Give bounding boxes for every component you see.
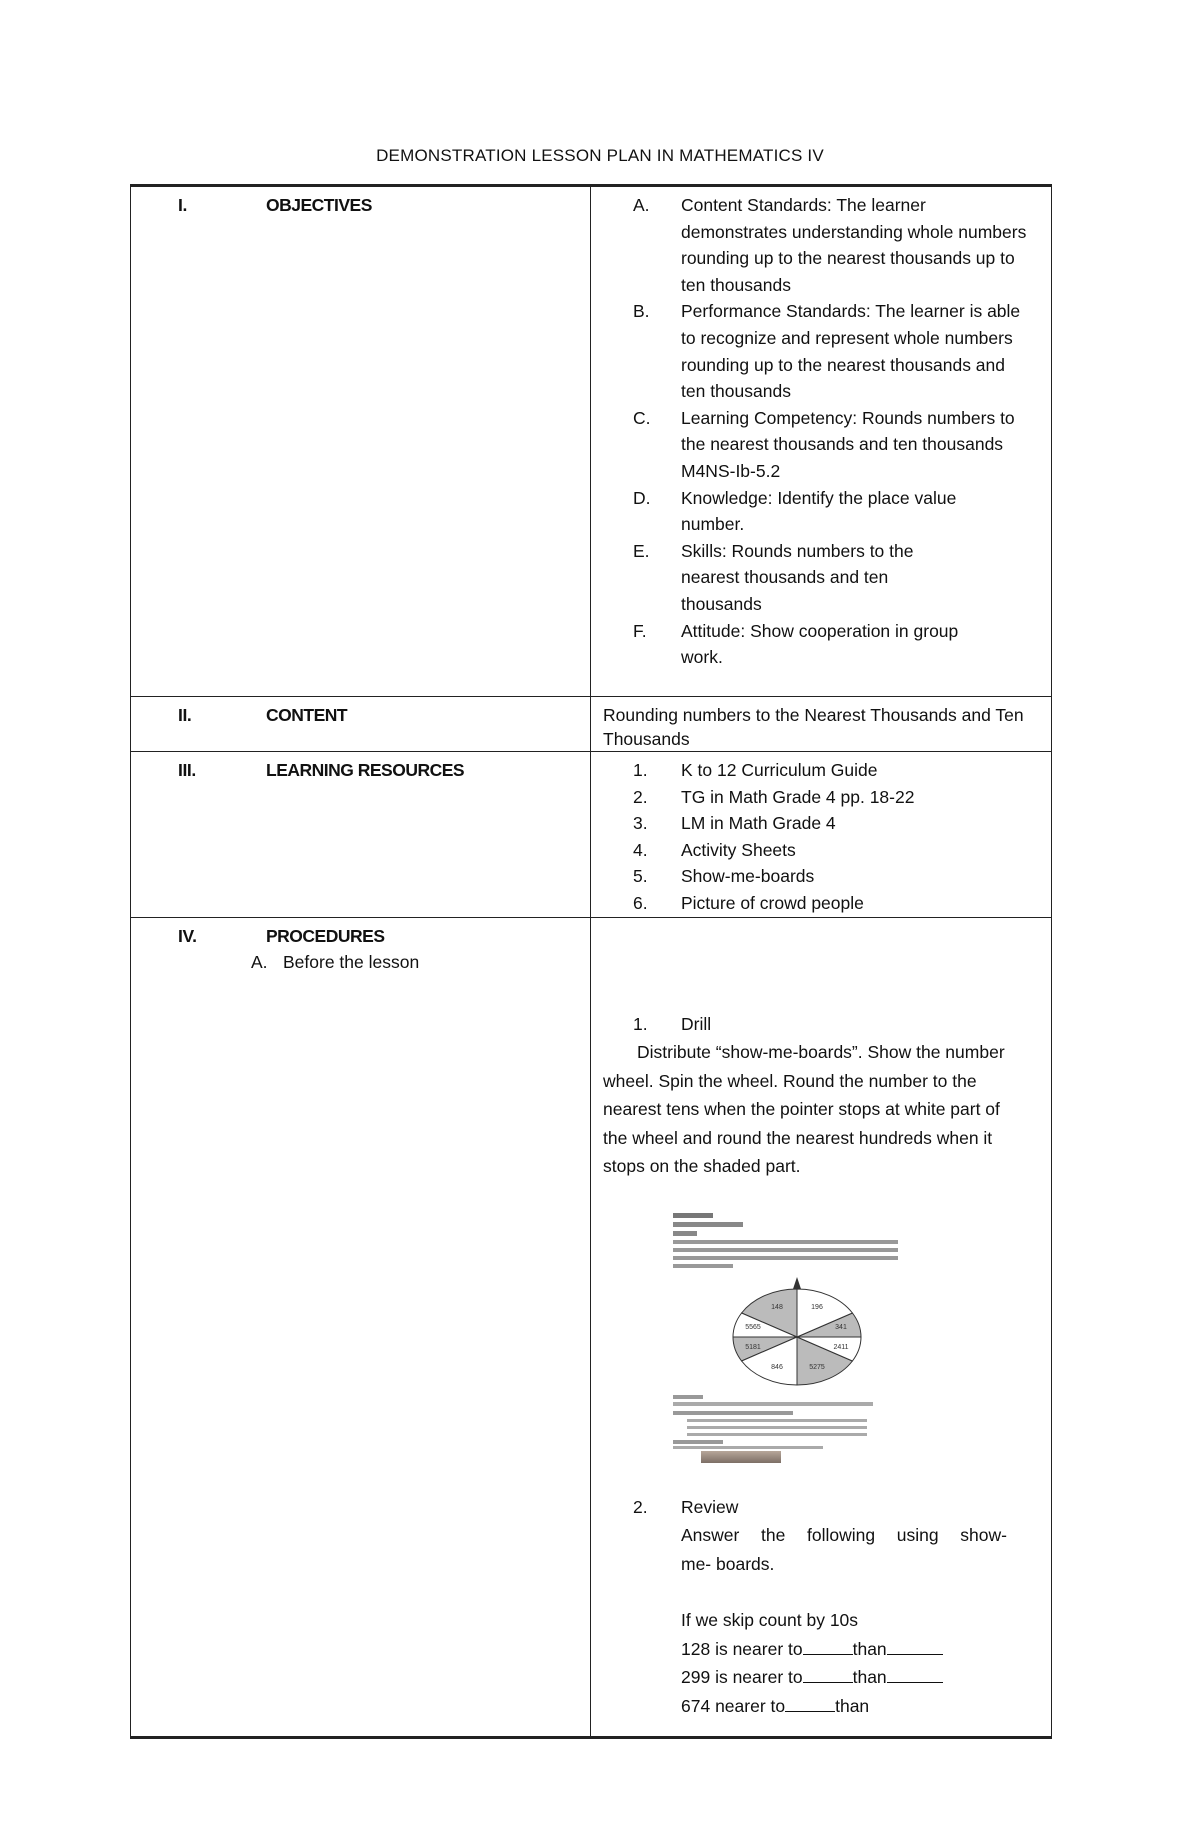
item-marker: 4. [633, 839, 648, 860]
item-text: TG in Math Grade 4 pp. 18-22 [681, 786, 915, 807]
objectives-content-cell [591, 186, 1052, 697]
thumbnail-text-line [673, 1240, 898, 1244]
item-text: Activity Sheets [681, 839, 796, 860]
answer-blank[interactable] [803, 1636, 853, 1655]
resource-item [591, 810, 1051, 837]
crowd-photo-thumbnail [701, 1451, 781, 1463]
drill-heading [591, 1010, 1051, 1039]
drill-label: Drill [681, 1013, 712, 1034]
resource-item [591, 837, 1051, 864]
answer-blank[interactable] [887, 1636, 943, 1655]
drill-text: Distribute “show-me-boards”. Show the number wheel. Spin the wheel. Round the number to the nearest tens when the pointer stops at white part of the wheel and round the nearest hundreds when it stops on the shaded part. [603, 1042, 1005, 1177]
row-content [131, 697, 1052, 752]
thumbnail-text-line [687, 1419, 867, 1422]
thumbnail-text-line [673, 1213, 713, 1218]
number-wheel [671, 1273, 903, 1393]
resources-label-cell [131, 752, 591, 918]
section-number: IV. [178, 925, 197, 946]
item-marker: 1. [633, 760, 648, 780]
item-text: Learning Competency: Rounds numbers to the nearest thousands and ten thousands M4NS-Ib-5.2 [681, 407, 1015, 481]
item-marker: E. [633, 540, 650, 561]
section-title: CONTENT [266, 705, 348, 725]
item-marker: D. [633, 487, 651, 508]
item-text: Skills: Rounds numbers to the nearest thousands and ten thousands [681, 540, 914, 614]
review-instruction: me- boards. [681, 1553, 775, 1574]
procedures-subheading [131, 949, 590, 976]
review-instruction: Answer the following using show- [681, 1525, 1007, 1546]
item-marker: B. [633, 301, 650, 322]
thumbnail-text-line [673, 1248, 898, 1252]
wheel-value: 5275 [809, 1363, 825, 1371]
section-number: III. [178, 760, 196, 780]
section-title: PROCEDURES [266, 925, 385, 946]
number-wheel-figure [671, 1213, 903, 1463]
objective-item [591, 405, 1051, 485]
item-text: LM in Math Grade 4 [681, 813, 836, 834]
fill-blank-line [681, 1692, 1007, 1721]
fill-blank-line [681, 1635, 1007, 1664]
resources-list-cell [591, 752, 1052, 918]
row-objectives [131, 186, 1052, 697]
objective-item [591, 538, 1051, 618]
skip-count-line: If we skip count by 10s [681, 1610, 859, 1631]
content-text: Rounding numbers to the Nearest Thousands and Ten Thousands [603, 705, 1024, 749]
content-text-cell [591, 697, 1052, 752]
resource-item [591, 863, 1051, 890]
objective-item [591, 192, 1051, 298]
item-text: Picture of crowd people [681, 892, 864, 913]
drill-paragraph [591, 1038, 1051, 1181]
wheel-value: 846 [771, 1363, 783, 1371]
fill-blank-line [681, 1663, 1007, 1692]
wheel-value: 196 [811, 1303, 823, 1311]
wheel-value: 341 [835, 1323, 847, 1331]
item-text: Knowledge: Identify the place value number. [681, 487, 957, 535]
procedures-content-cell [591, 917, 1052, 1737]
thumbnail-text-line [673, 1402, 873, 1406]
answer-blank[interactable] [803, 1664, 853, 1683]
drill-marker: 1. [633, 1013, 648, 1034]
page-title: DEMONSTRATION LESSON PLAN IN MATHEMATICS IV [376, 146, 824, 165]
resources-list [591, 752, 1051, 917]
item-marker: 3. [633, 813, 648, 834]
review-body [591, 1521, 1051, 1720]
resource-item [591, 757, 1051, 784]
review-label: Review [681, 1496, 739, 1517]
fill-text: than [835, 1695, 870, 1716]
item-marker: F. [633, 620, 647, 641]
wheel-value: 148 [771, 1303, 783, 1311]
wheel-value: 5181 [745, 1343, 761, 1351]
objective-item [591, 618, 1051, 671]
thumbnail-text-line [673, 1231, 697, 1236]
thumbnail-text-line [673, 1256, 898, 1260]
thumbnail-text-line [673, 1440, 723, 1444]
fill-text: than [852, 1638, 887, 1659]
blank-number: 128 [681, 1638, 711, 1659]
fill-text: is nearer to [710, 1667, 803, 1688]
thumbnail-text-line [687, 1433, 867, 1436]
review-heading [591, 1493, 1051, 1522]
objectives-list [591, 187, 1051, 671]
item-text: Content Standards: The learner demonstrates understanding whole numbers rounding up to the nearest thousands up to ten thousands [681, 195, 1027, 295]
objective-item [591, 485, 1051, 538]
answer-blank[interactable] [887, 1664, 943, 1683]
section-number: II. [178, 705, 192, 725]
fill-text: than [852, 1667, 887, 1688]
objective-item [591, 298, 1051, 404]
wheel-value: 5565 [745, 1323, 761, 1331]
section-title: LEARNING RESOURCES [266, 760, 465, 780]
thumbnail-text-line [673, 1411, 793, 1415]
resource-item [591, 784, 1051, 811]
item-text: Performance Standards: The learner is able to recognize and represent whole numbers rounding up to the nearest thousands and ten thousands [681, 301, 1021, 402]
procedures-label-cell [131, 917, 591, 1737]
item-text: Show-me-boards [681, 866, 815, 887]
lesson-plan-table [130, 184, 1052, 1739]
content-label-cell [131, 697, 591, 752]
item-marker: C. [633, 407, 651, 428]
thumbnail-text-line [673, 1222, 743, 1227]
fill-text: is nearer to [710, 1638, 803, 1659]
item-text: K to 12 Curriculum Guide [681, 760, 878, 780]
sub-marker: A. [251, 952, 268, 973]
row-procedures [131, 917, 1052, 1737]
thumbnail-text-line [673, 1264, 733, 1268]
wheel-pointer-icon [793, 1277, 801, 1289]
review-marker: 2. [633, 1496, 648, 1517]
item-marker: 6. [633, 892, 648, 913]
thumbnail-text-line [687, 1426, 867, 1429]
item-marker: A. [633, 195, 650, 215]
item-marker: 2. [633, 786, 648, 807]
item-text: Attitude: Show cooperation in group work. [681, 620, 959, 668]
thumbnail-text-line [673, 1395, 703, 1399]
blank-number: 299 [681, 1667, 711, 1688]
answer-blank[interactable] [785, 1693, 835, 1712]
thumbnail-text-line [673, 1446, 823, 1449]
row-resources [131, 752, 1052, 918]
fill-text: nearer to [710, 1695, 786, 1716]
objectives-label-cell [131, 186, 591, 697]
blank-number: 674 [681, 1695, 711, 1716]
wheel-value: 2411 [833, 1343, 849, 1351]
item-marker: 5. [633, 866, 648, 887]
section-number: I. [178, 195, 187, 215]
sub-label: Before the lesson [283, 952, 420, 973]
section-title: OBJECTIVES [266, 195, 372, 215]
resource-item [591, 890, 1051, 917]
